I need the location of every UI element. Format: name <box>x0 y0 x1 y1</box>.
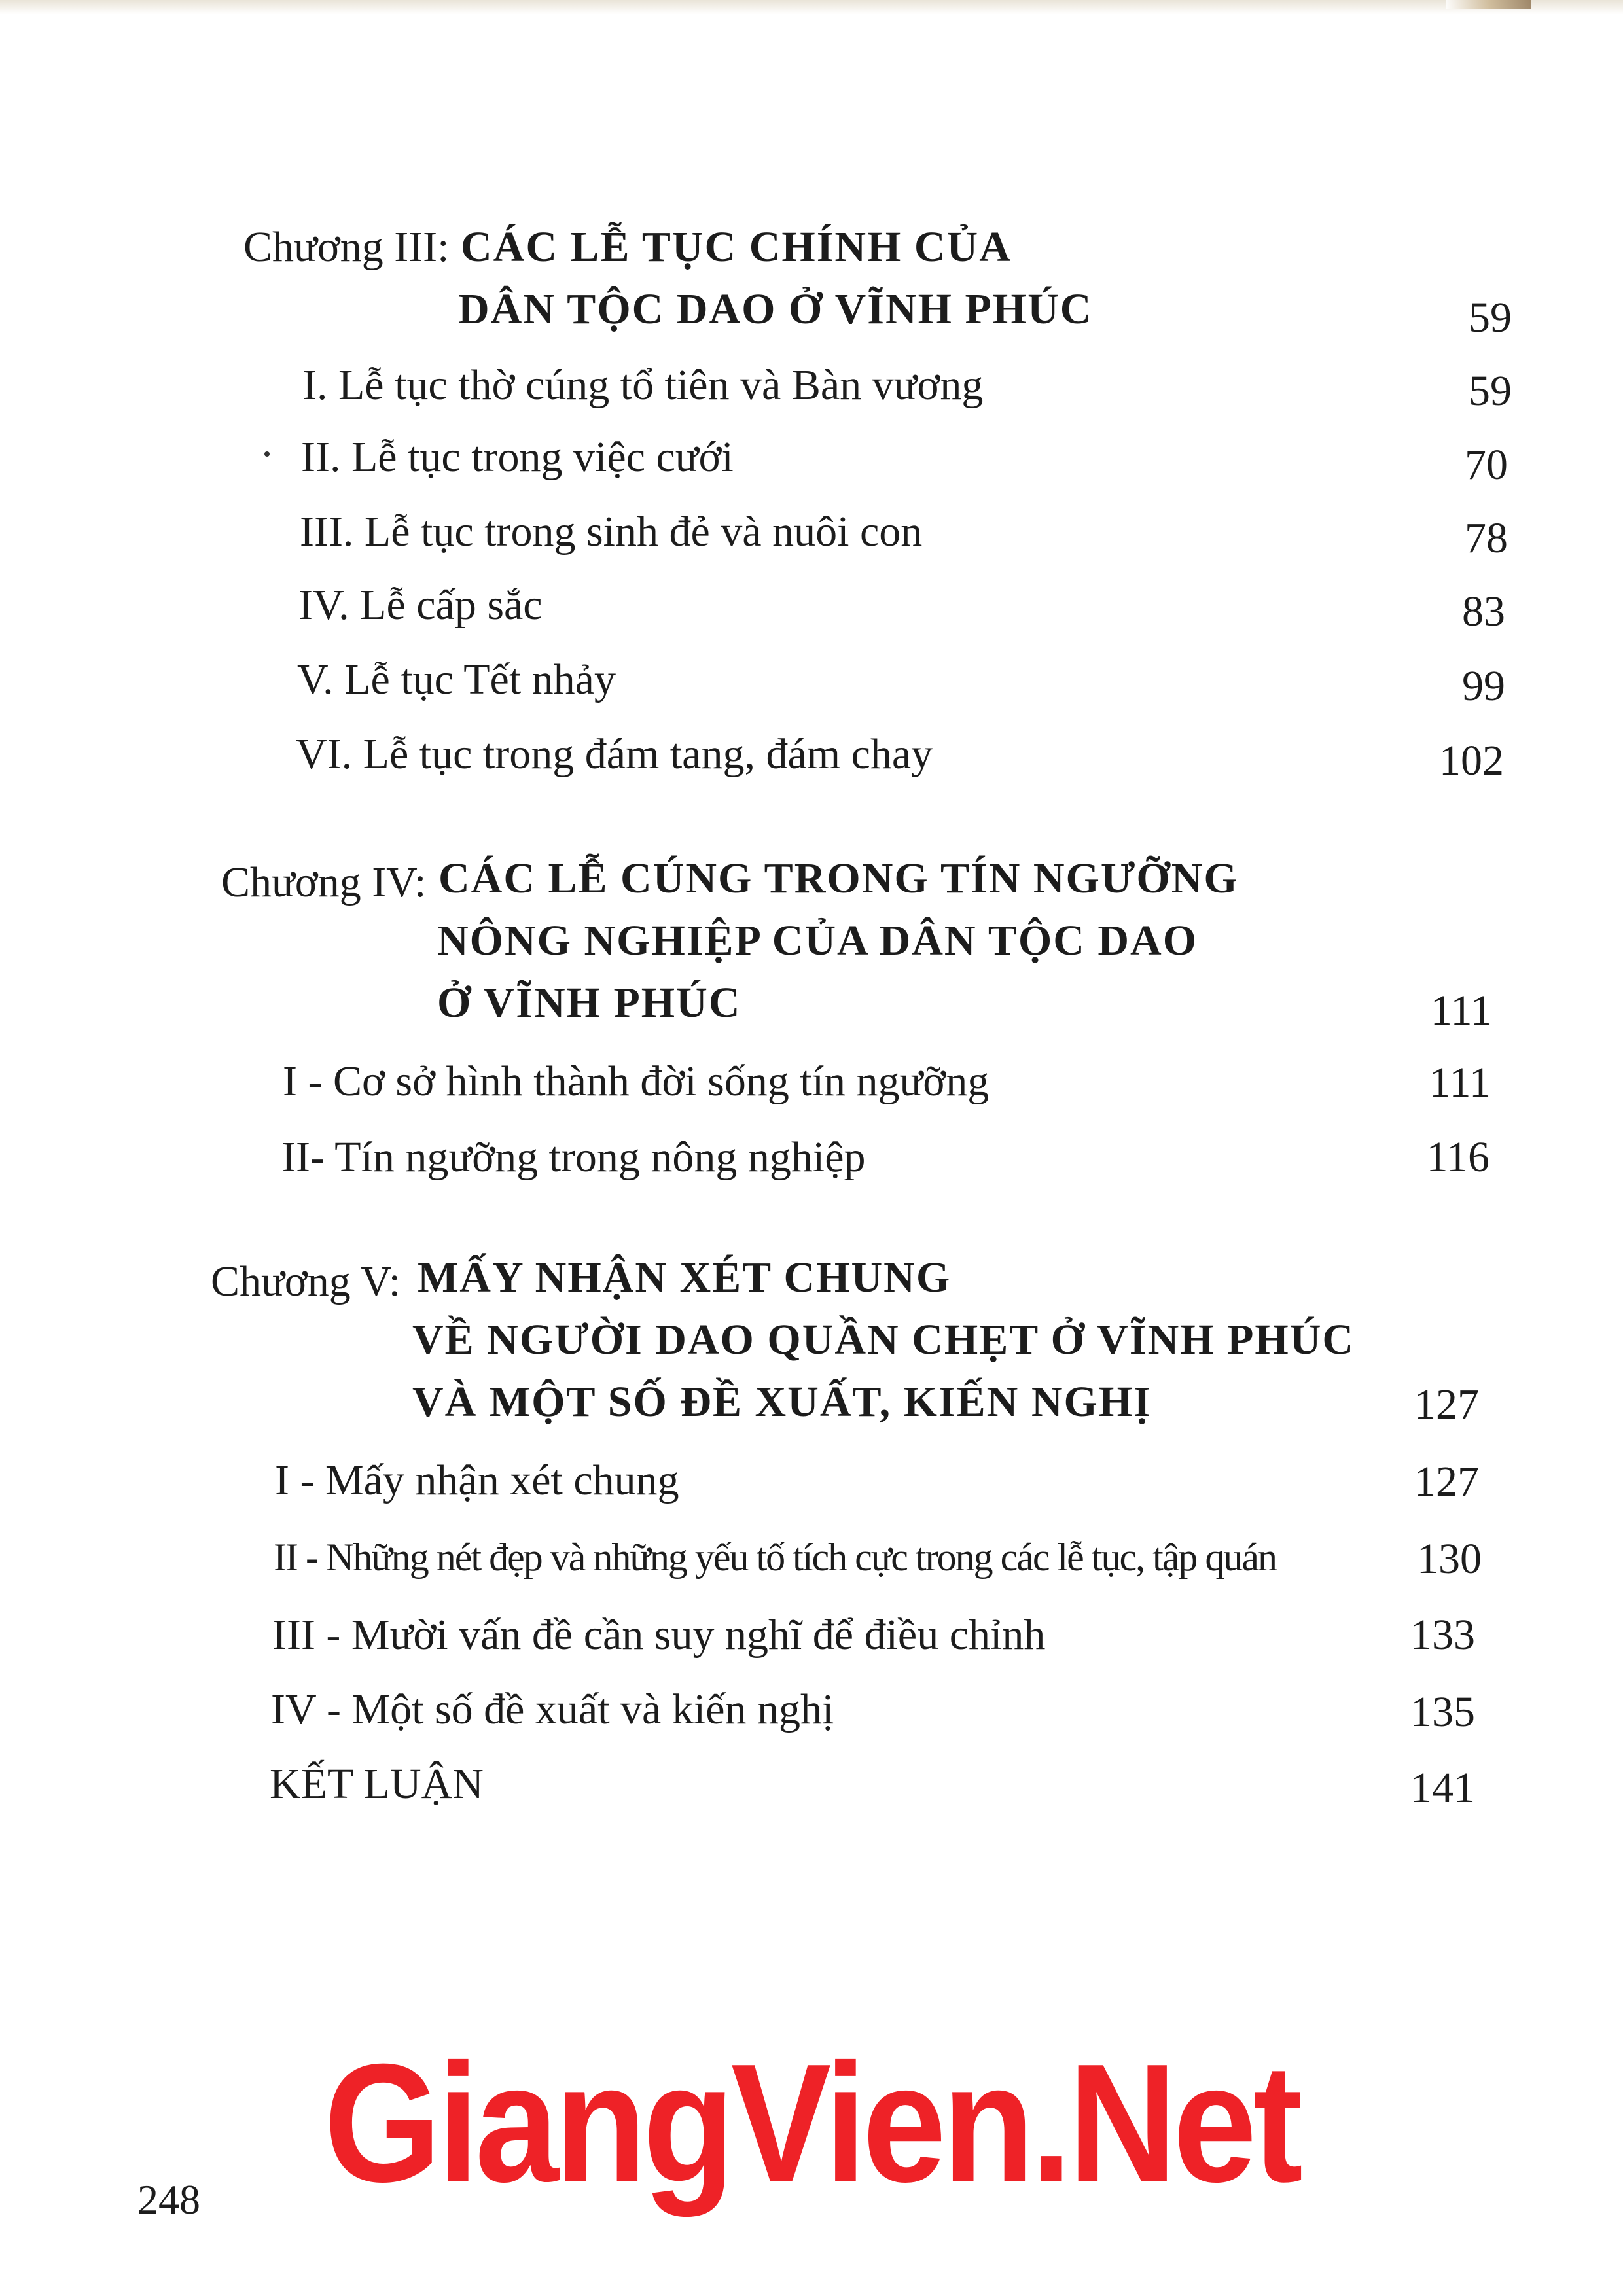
conclusion-entry-page: 141 <box>1410 1764 1475 1812</box>
chapter-5-entry-1-page: 127 <box>1414 1458 1479 1506</box>
chapter-5-entry-3: III - Mười vấn đề cần suy nghĩ để điều chỉnh <box>272 1611 1046 1659</box>
chapter-5-title-line-1: MẤY NHẬN XÉT CHUNG <box>418 1254 952 1301</box>
chapter-3-label: Chương III: <box>243 223 450 271</box>
chapter-3-title-line-1: CÁC LỄ TỤC CHÍNH CỦA <box>461 223 1012 271</box>
stray-dot-mark <box>264 451 270 457</box>
chapter-4-entry-1-page: 111 <box>1429 1059 1491 1106</box>
chapter-4-title-line-2: NÔNG NGHIỆP CỦA DÂN TỘC DAO <box>437 917 1198 964</box>
page-number: 248 <box>137 2176 200 2223</box>
chapter-3-entry-3-page: 78 <box>1465 514 1508 562</box>
chapter-4-entry-1: I - Cơ sở hình thành đời sống tín ngưỡng <box>283 1057 990 1105</box>
chapter-4-entry-2-page: 116 <box>1426 1133 1489 1181</box>
chapter-3-entry-5-page: 99 <box>1462 662 1505 710</box>
chapter-3-entry-4: IV. Lễ cấp sắc <box>298 581 543 629</box>
chapter-5-entry-1: I - Mấy nhận xét chung <box>275 1457 679 1504</box>
chapter-3-entry-4-page: 83 <box>1462 588 1505 635</box>
chapter-4-label: Chương IV: <box>221 858 427 906</box>
chapter-4-title-line-1: CÁC LỄ CÚNG TRONG TÍN NGƯỠNG <box>438 855 1239 902</box>
watermark: GiangVien.Net <box>324 2028 1299 2217</box>
chapter-3-page: 59 <box>1469 294 1512 342</box>
chapter-3-entry-3: III. Lễ tục trong sinh đẻ và nuôi con <box>300 508 923 556</box>
chapter-3-entry-1: I. Lễ tục thờ cúng tổ tiên và Bàn vương <box>302 361 984 409</box>
chapter-5-page: 127 <box>1414 1381 1479 1428</box>
chapter-5-label: Chương V: <box>211 1258 401 1305</box>
chapter-4-page: 111 <box>1430 987 1492 1034</box>
chapter-3-entry-6-page: 102 <box>1439 737 1504 785</box>
chapter-3-entry-6: VI. Lễ tục trong đám tang, đám chay <box>296 730 933 778</box>
chapter-3-entry-2-page: 70 <box>1465 441 1508 489</box>
chapter-5-entry-2-page: 130 <box>1417 1535 1482 1583</box>
chapter-5-title-line-2: VỀ NGƯỜI DAO QUẦN CHẸT Ở VĨNH PHÚC <box>412 1316 1355 1364</box>
chapter-4-title-line-3: Ở VĨNH PHÚC <box>437 979 741 1027</box>
chapter-5-title-line-3: VÀ MỘT SỐ ĐỀ XUẤT, KIẾN NGHỊ <box>412 1378 1152 1426</box>
chapter-3-entry-5: V. Lễ tục Tết nhảy <box>297 656 616 703</box>
chapter-5-entry-3-page: 133 <box>1410 1611 1475 1659</box>
chapter-4-entry-2: II- Tín ngưỡng trong nông nghiệp <box>281 1133 866 1181</box>
chapter-3-title-line-2: DÂN TỘC DAO Ở VĨNH PHÚC <box>458 285 1093 333</box>
chapter-5-entry-2: II - Những nét đẹp và những yếu tố tích cực trong các lễ tục, tập quán <box>274 1536 1277 1579</box>
chapter-5-entry-4-page: 135 <box>1410 1688 1475 1736</box>
conclusion-entry: KẾT LUẬN <box>270 1760 484 1808</box>
chapter-3-entry-1-page: 59 <box>1469 367 1512 415</box>
chapter-3-entry-2: II. Lễ tục trong việc cưới <box>301 433 734 481</box>
chapter-5-entry-4: IV - Một số đề xuất và kiến nghị <box>271 1686 834 1733</box>
